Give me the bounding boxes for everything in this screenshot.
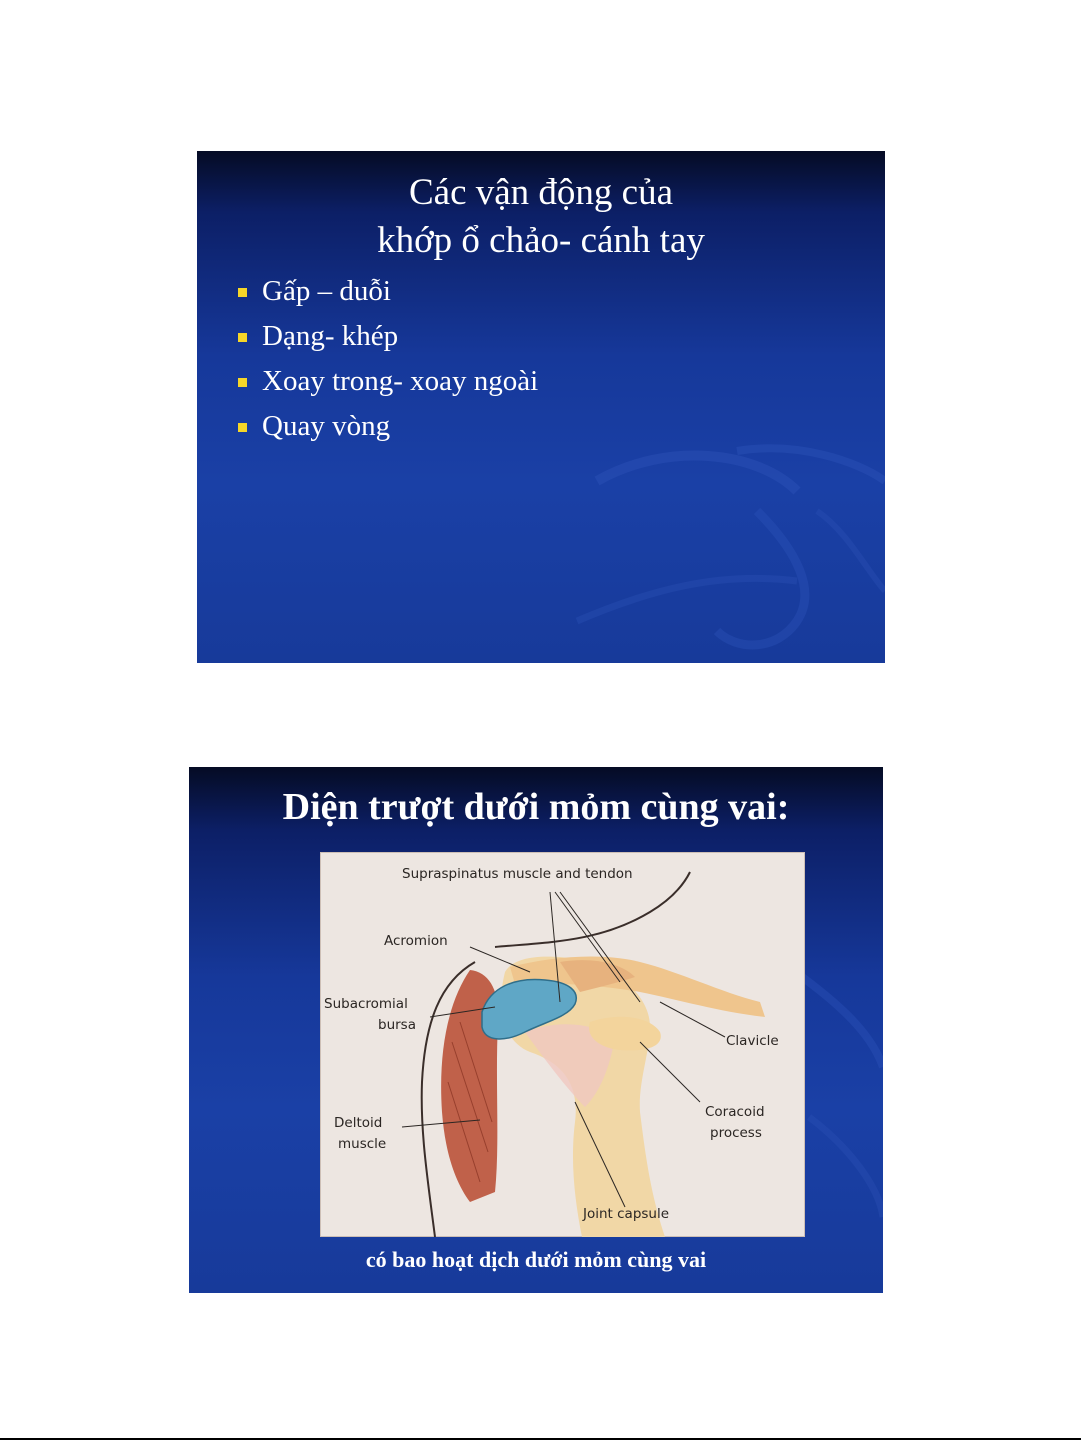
movement-list [235, 269, 538, 449]
list-item: Gấp – duỗi [235, 269, 538, 314]
bullet-square-icon [238, 333, 247, 342]
label-deltoid-2: muscle [338, 1136, 387, 1152]
bullet-square-icon [238, 288, 247, 297]
label-coracoid-2: process [710, 1125, 762, 1141]
list-item: Quay vòng [235, 404, 538, 449]
list-item: Dạng- khép [235, 314, 538, 359]
label-clavicle: Clavicle [726, 1033, 779, 1049]
shoulder-anatomy-figure [320, 852, 805, 1237]
slide-title: Diện trượt dưới mỏm cùng vai: [282, 786, 790, 828]
label-subacromial-2: bursa [378, 1017, 416, 1033]
slide-movements [197, 151, 885, 663]
label-deltoid-1: Deltoid [334, 1115, 383, 1131]
slide-caption: có bao hoạt dịch dưới mỏm cùng vai [365, 1247, 707, 1272]
bullet-square-icon [238, 423, 247, 432]
bullet-square-icon [238, 378, 247, 387]
page-bottom-rule [0, 1438, 1081, 1440]
label-acromion: Acromion [384, 933, 448, 949]
title-line-2: khớp ổ chảo- cánh tay [377, 220, 705, 261]
list-item: Xoay trong- xoay ngoài [235, 359, 538, 404]
title-line-1: Các vận động của [408, 172, 674, 213]
slide-title [197, 169, 885, 265]
label-coracoid-1: Coracoid [705, 1104, 765, 1120]
label-subacromial-1: Subacromial [324, 996, 408, 1012]
label-joint-capsule: Joint capsule [583, 1206, 670, 1222]
slide-subacromial [189, 767, 883, 1293]
label-supraspinatus: Supraspinatus muscle and tendon [402, 866, 633, 882]
